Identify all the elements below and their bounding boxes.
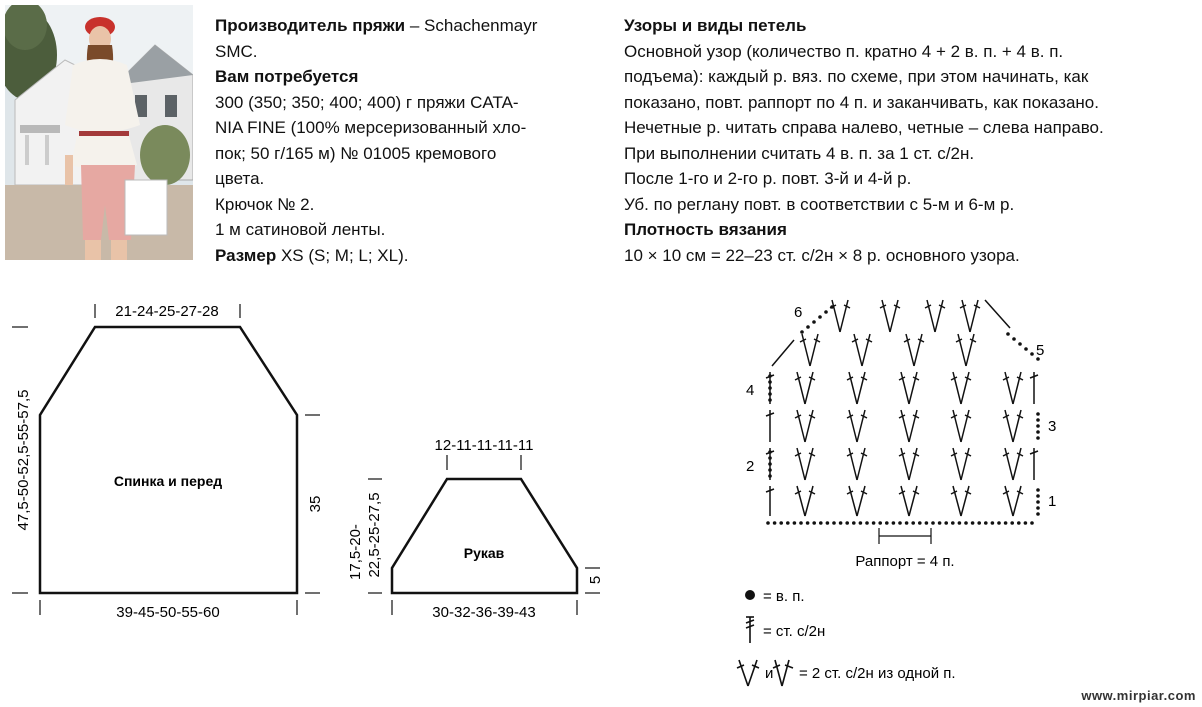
need-line: пок; 50 г/165 м) № 01005 кремового [215,143,497,163]
dc-stitch [1013,486,1021,516]
chain-stitch [997,521,1001,525]
patterns-heading: Узоры и виды петель [624,16,807,35]
chain-stitch [779,521,783,525]
chain-stitch [1024,347,1028,351]
chart-stitches [766,300,1040,525]
dc-stitch [857,486,865,516]
need-line: NIA FINE (100% мерсеризованный хло- [215,118,527,137]
row-number-6: 6 [794,304,803,321]
chain-stitch [1036,424,1040,428]
dc-stitch [810,334,818,366]
chain-stitch [1018,342,1022,346]
sleeve-piece-label: Рукав [463,545,505,561]
chain-stitch [885,521,889,525]
chain-stitch [839,521,843,525]
dc-stitch [849,410,857,442]
chain-stitch [806,325,810,329]
dc-stitch [857,372,865,404]
chain-stitch [1036,500,1040,504]
chain-stitch [1024,521,1028,525]
gauge-heading: Плотность вязания [624,220,787,239]
chain-stitch [1036,488,1040,492]
repeat-label: Раппорт = 4 п. [855,553,955,570]
chain-stitch [1036,418,1040,422]
yarn-value-2: SMC. [215,41,258,61]
chain-stitch [1036,436,1040,440]
dc-stitch [909,486,917,516]
chain-symbol-icon [745,590,755,600]
dc-stitch [1005,486,1013,516]
row-number-5: 5 [1036,342,1045,359]
dc-stitch [958,334,966,366]
dc-stitch [927,300,935,332]
chain-stitch [826,521,830,525]
chain-stitch [766,521,770,525]
chain-stitch [951,521,955,525]
dc-stitch [1013,372,1021,404]
chain-stitch [852,521,856,525]
chain-stitch [799,521,803,525]
chain-stitch [793,521,797,525]
chain-stitch [800,330,804,334]
dc-stitch [962,300,970,332]
chain-stitch [1036,512,1040,516]
sleeve-left-dimension: 17,5-20- [347,524,364,580]
chain-stitch [958,521,962,525]
dc-stitch [961,410,969,442]
dc-stitch [832,300,840,332]
chain-stitch [768,392,772,396]
chain-stitch [964,521,968,525]
materials-text [215,13,537,268]
dc-stitch [797,372,805,404]
dc-stitch [805,448,813,480]
dc-stitch [1013,410,1021,442]
garment-schematic [0,290,620,630]
pattern-line: Нечетные р. читать справа налево, четные – слева направо. [624,118,1104,137]
dc-stitch [961,448,969,480]
dc-stitch [1005,410,1013,442]
sleeve-piece-outline [392,479,577,593]
gauge-line: 10 × 10 см = 22–23 ст. с/2н × 8 р. основного узора. [624,245,1020,265]
chain-stitch [806,521,810,525]
need-line: 300 (350; 350; 400; 400) г пряжи CATA- [215,92,519,112]
yarn-label: Производитель пряжи [215,16,406,35]
sleeve-left-dimension: 22,5-25-27,5 [366,492,383,578]
body-bottom-dimension: 39-45-50-55-60 [116,604,220,621]
dc-stitch [890,300,898,332]
watermark: www.mirpiar.com [1081,688,1196,703]
pattern-text [624,13,1104,268]
chain-stitch [768,386,772,390]
pattern-line: подъема): каждый р. вяз. по схеме, при этом начинать, как [624,67,1089,86]
hook-line: Крючок № 2. [215,194,315,214]
dc-stitch [961,372,969,404]
dc-symbol-icon [746,617,754,643]
dc-stitch [953,372,961,404]
dc-stitch [772,340,794,366]
ribbon-line: 1 м сатиновой ленты. [215,220,386,239]
dc-stitch [805,372,813,404]
pattern-line: показано, повт. раппорт по 4 п. и заканчивать, как показано. [624,92,1099,112]
dc-stitch [797,410,805,442]
chain-stitch [832,521,836,525]
chain-stitch [865,521,869,525]
dc-stitch [901,372,909,404]
chain-stitch [1036,506,1040,510]
row-number-1: 1 [1048,493,1057,510]
chain-stitch [872,521,876,525]
pattern-line: При выполнении считать 4 в. п. за 1 ст. с/2н. [624,143,975,163]
chain-stitch [878,521,882,525]
legend-and: и [765,665,774,682]
chain-stitch [786,521,790,525]
dc-stitch [840,300,848,332]
dc-stitch [882,300,890,332]
chain-stitch [1017,521,1021,525]
size-values: XS (S; M; L; XL). [276,245,409,265]
chain-stitch [824,310,828,314]
dc-stitch [797,486,805,516]
legend-dc: = ст. с/2н [763,623,826,640]
need-line: цвета. [215,169,265,188]
size-label: Размер [215,245,277,265]
dc-pair-symbol-icon [737,660,759,686]
chain-stitch [812,521,816,525]
row-number-4: 4 [746,382,755,399]
chain-stitch [768,468,772,472]
dc-stitch [901,410,909,442]
chain-stitch [845,521,849,525]
pattern-line: Основной узор (количество п. кратно 4 + 2 в. п. + 4 в. п. [624,41,1064,61]
dc-stitch [906,334,914,366]
dc-stitch [797,448,805,480]
chain-stitch [1036,494,1040,498]
legend-chain: = в. п. [763,588,805,605]
chain-stitch [768,374,772,378]
dc-stitch [909,448,917,480]
chain-stitch [971,521,975,525]
chain-stitch [1030,521,1034,525]
legend-dc2: = 2 ст. с/2н из одной п. [799,665,956,682]
chain-stitch [892,521,896,525]
row-number-3: 3 [1048,418,1057,435]
chain-stitch [768,474,772,478]
chain-stitch [812,320,816,324]
chain-stitch [768,462,772,466]
dc-stitch [909,372,917,404]
chain-stitch [1006,332,1010,336]
dc-stitch [914,334,922,366]
dc-stitch [802,334,810,366]
chain-stitch [773,521,777,525]
body-piece-label: Спинка и перед [113,473,223,489]
dc-stitch [1005,372,1013,404]
dc-stitch [961,486,969,516]
dc-stitch [953,410,961,442]
chain-stitch [1004,521,1008,525]
need-heading: Вам потребуется [215,67,359,86]
body-top-dimension: 21-24-25-27-28 [115,303,219,320]
dc-stitch [985,300,1010,328]
chain-stitch [768,456,772,460]
chain-stitch [918,521,922,525]
pattern-line: После 1-го и 2-го р. повт. 3-й и 4-й р. [624,169,912,188]
sleeve-bottom-dimension: 30-32-36-39-43 [432,604,536,621]
dc-stitch [901,486,909,516]
dc-stitch [849,372,857,404]
sleeve-top-dimension: 12-11-11-11-11 [434,437,534,454]
row-number-2: 2 [746,458,755,475]
dc-stitch [862,334,870,366]
model-photo [5,5,193,260]
chain-stitch [898,521,902,525]
chain-stitch [905,521,909,525]
dc-stitch [849,448,857,480]
dc-stitch [1005,448,1013,480]
chain-stitch [818,315,822,319]
chain-stitch [944,521,948,525]
dc-stitch [805,486,813,516]
dc-stitch [854,334,862,366]
pattern-line: Уб. по реглану повт. в соответствии с 5-м и 6-м р. [624,194,1015,214]
dc-stitch [909,410,917,442]
chain-stitch [1030,352,1034,356]
chain-stitch [1012,337,1016,341]
chain-stitch [1036,430,1040,434]
dc-stitch [805,410,813,442]
dc-stitch [857,448,865,480]
body-right-dimension: 35 [307,495,324,513]
dc-stitch [901,448,909,480]
chain-stitch [768,380,772,384]
yarn-value: – Schachenmayr [405,16,538,35]
dc-stitch [1013,448,1021,480]
chain-stitch [819,521,823,525]
dc-stitch [966,334,974,366]
chain-stitch [1036,412,1040,416]
sleeve-right-dimension: 5 [587,575,604,585]
chain-stitch [768,450,772,454]
dc-stitch [953,486,961,516]
chain-stitch [830,305,834,309]
chain-stitch [911,521,915,525]
chain-stitch [859,521,863,525]
dc-stitch [935,300,943,332]
chain-stitch [768,398,772,402]
dc-stitch [953,448,961,480]
chain-stitch [1010,521,1014,525]
chain-stitch [931,521,935,525]
dc-stitch [970,300,978,332]
dc-stitch [857,410,865,442]
dc-pair-alt-symbol-icon [773,660,793,686]
body-left-dimension: 47,5-50-52,5-55-57,5 [15,389,32,531]
crochet-chart [730,290,1060,580]
dc-stitch [849,486,857,516]
chain-stitch [925,521,929,525]
chain-stitch [977,521,981,525]
chart-legend [735,580,1035,700]
chain-stitch [984,521,988,525]
body-piece-outline [40,327,297,593]
chain-stitch [938,521,942,525]
chain-stitch [991,521,995,525]
